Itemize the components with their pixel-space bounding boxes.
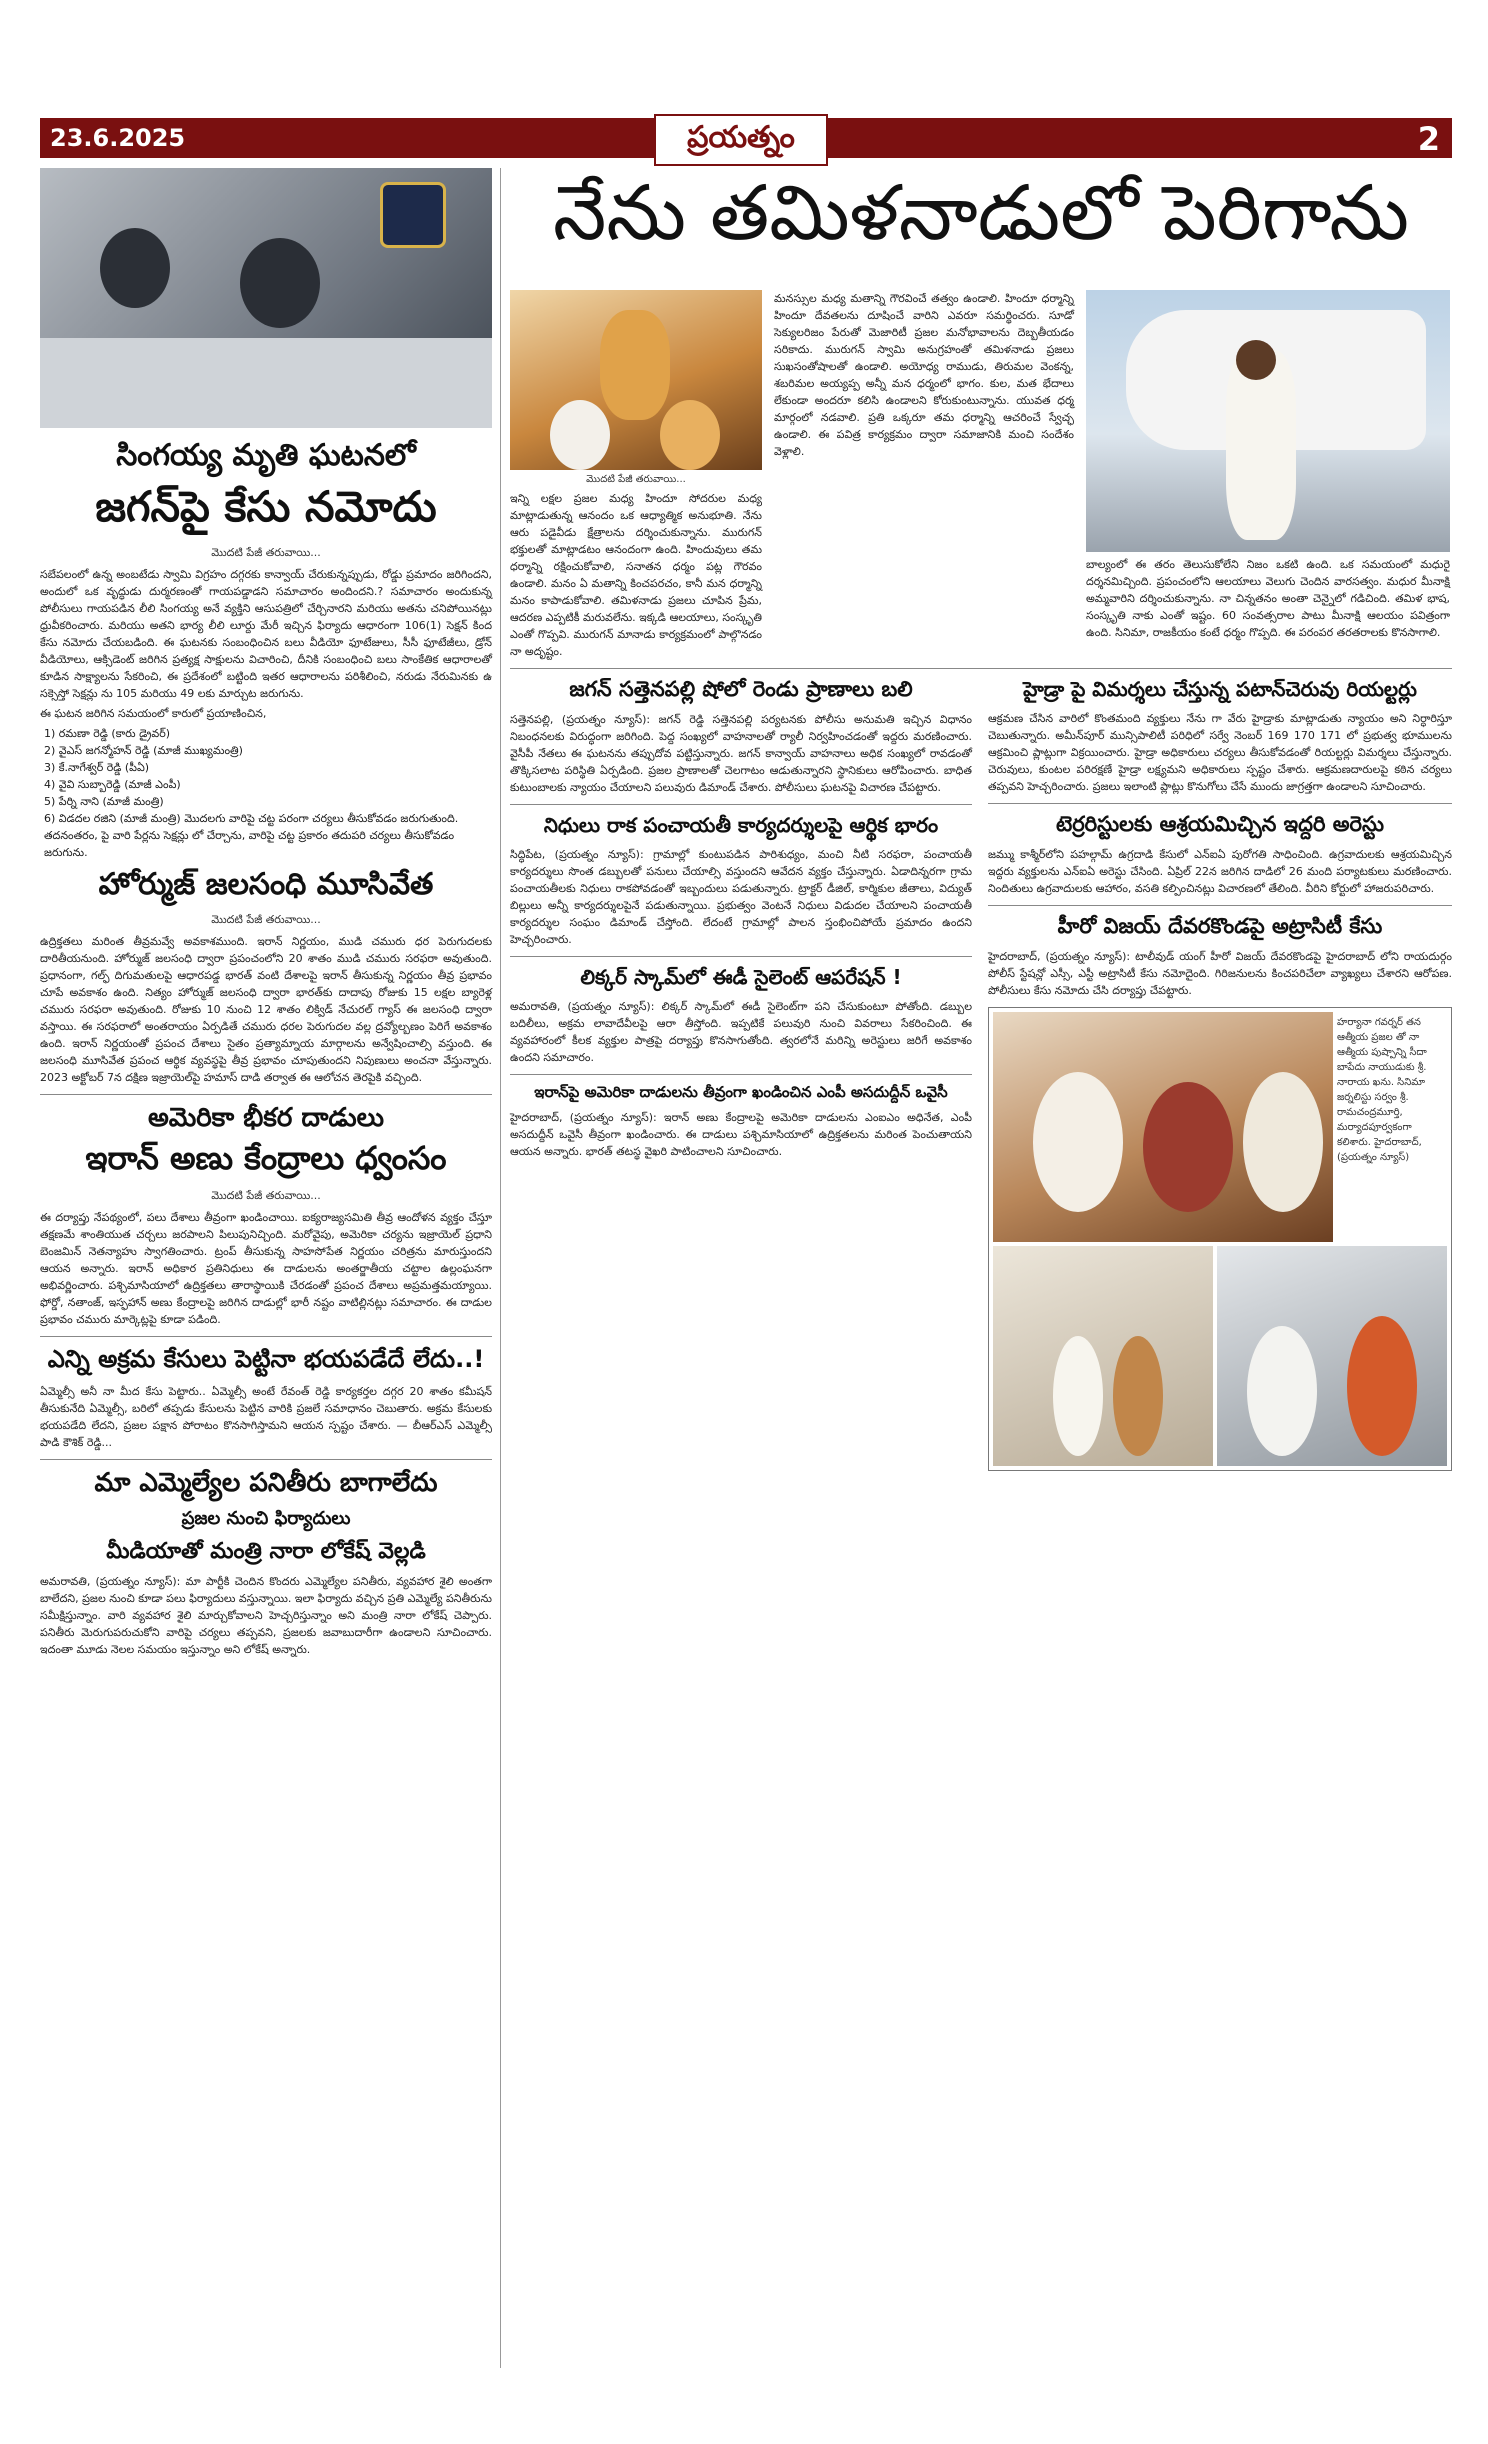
s1-body bbox=[40, 566, 492, 722]
collage-photo-2 bbox=[993, 1246, 1213, 1466]
s1-para: ఈ ఘటన జరిగిన సమయంలో కారులో ప్రయాణించిన, bbox=[40, 707, 267, 720]
issue-date: 23.6.2025 bbox=[50, 124, 186, 152]
s1-kicker: సింగయ్య మృతి ఘటనలో bbox=[116, 438, 416, 473]
a2-headline: నిధులు రాక పంచాయతీ కార్యదర్శులపై ఆర్థిక భారం bbox=[543, 813, 939, 837]
a1-body: సత్తెనపల్లి, (ప్రయత్నం న్యూస్): జగన్ రెడ్డి సత్తెనపల్లి పర్యటనకు పోలీసు అనుమతి ఇచ్చిన విధానం నిబంధనలకు విరుద్ధంగా జరిగింది. పెద్ద సంఖ్యలో వాహనాలతో ర్యాలీ నిర్వహించడంతో ఇద్దరు మరణించారు. వైసీపీ నేతలు ఈ ఘటనను తప్పుదోవ పట్టిస్తున్నారు. జగన్ కాన్వాయ్ వాహనాలు అధిక సంఖ్యలో రావడంతో తొక్కిసలాట పరిస్థితి ఏర్పడింది. ప్రజల ప్రాణాలతో చెలగాటం ఆడుతున్నారని స్థానికులు ఆరోపించారు. బాధిత కుటుంబాలకు న్యాయం చేయాలని పలువురు డిమాండ్ చేశారు. పోలీసులు ఘటనపై విచారణ చేపట్టారు. bbox=[510, 713, 972, 794]
main-col-1-text: ఇన్ని లక్షల ప్రజల మధ్య హిందూ సోదరుల మధ్య మాట్లాడుతున్న ఆనందం ఒక ఆధ్యాత్మిక అనుభూతి. నేను ఆరు పడైవీడు క్షేత్రాలను దర్శించుకున్నాను. మురుగన్ భక్తులతో మాట్లాడటం ఆనందంగా ఉంది. హిందువులు తమ ధర్మాన్ని రక్షించుకోవాలి, సనాతన ధర్మం పట్ల గౌరవం ఉండాలి. మనం ఏ మతాన్ని కించపరచం, కానీ మన ధర్మాన్ని మనం కాపాడుకోవాలి. తమిళనాడు ప్రజలు చూపిన ప్రేమ, ఆదరణ ఎప్పటికీ మరువలేను. ఇక్కడి ఆలయాలు, సంస్కృతి ఎంతో గొప్పవి. మురుగన్ మానాడు కార్యక్రమంలో పాల్గొనడం నా అదృష్టం. bbox=[510, 492, 762, 658]
lower-right-col bbox=[988, 677, 1452, 1471]
divider bbox=[510, 1074, 972, 1075]
b1-headline: హైడ్రా పై విమర్శలు చేస్తున్న పటాన్‌చెరువు రియల్టర్లు bbox=[1023, 677, 1417, 701]
collage-row-1 bbox=[993, 1012, 1447, 1242]
a3-headline: లిక్కర్ స్కామ్‌లో ఈడీ సైలెంట్ ఆపరేషన్ ! bbox=[580, 965, 902, 989]
main-col-3-text: బాల్యంలో ఈ తరం తెలుసుకోలేని నిజం ఒకటి ఉంది. ఒక సమయంలో మధురై దర్శనమిచ్చింది. ప్రపంచంలోని ఆలయాలు వెలుగు చెందిన వారసత్వం. మధుర మీనాక్షి అమ్మవారిని దర్శించుకున్నాను. నా చిన్నతనం అంతా చెన్నైలో గడిచింది. తమిళ భాష, సంస్కృతి నాకు ఎంతో ఇష్టం. 60 సంవత్సరాల పాటు మీనాక్షి ఆలయం పవిత్రంగా ఉంది. సినిమా, రాజకీయం కంటే ధర్మం గొప్పది. ఈ పరంపర తరతరాలకు కొనసాగాలి. bbox=[1086, 558, 1450, 639]
temple-photo-caption: మొదటి పేజీ తరువాయి... bbox=[586, 474, 686, 485]
s5-subhead-2: మీడియాతో మంత్రి నారా లోకేష్ వెల్లడి bbox=[106, 1539, 426, 1564]
main-story bbox=[510, 290, 1452, 660]
b1-body: ఆక్రమణ చేసిన వారిలో కొంతమంది వ్యక్తులు నేను గా వేరు హైడ్రాకు మాట్లాడుతు న్యాయం అని నిర్ధారిస్తూ చెబుతున్నారు. అమీన్‌పూర్ మున్సిపాలిటీ పరిధిలో సర్వే నెంబర్ 169 170 171 లో ప్రభుత్వ భూములను ఆక్రమించి ప్లాట్లుగా విక్రయించారు. హైడ్రా అధికారులు చర్యలు తీసుకోవడంతో రియల్టర్లు విమర్శలు చేస్తున్నారు. చెరువులు, కుంటల పరిరక్షణే హైడ్రా లక్ష్యమని అధికారులు స్పష్టం చేశారు. ఆక్రమణదారులపై కఠిన చర్యలు తప్పవని హెచ్చరించారు. ప్రజలు ఇలాంటి ప్లాట్లు కొనుగోలు చేసే ముందు జాగ్రత్తగా ఉండాలని సూచించారు. bbox=[988, 712, 1452, 793]
lower-left-col bbox=[510, 677, 972, 1471]
list-item: 1) రమణా రెడ్డి (కారు డ్రైవర్) bbox=[44, 727, 171, 740]
a3-body: అమరావతి, (ప్రయత్నం న్యూస్): లిక్కర్ స్కామ్‌లో ఈడీ సైలెంట్‌గా పని చేసుకుంటూ పోతోంది. డబ్బుల బదిలీలు, అక్రమ లావాదేవీలపై ఆరా తీస్తోంది. ఇప్పటికే పలువురి నుంచి వివరాలు సేకరించింది. ఈ వ్యవహారంలో కీలక వ్యక్తుల పాత్రపై దర్యాప్తు కొనసాగుతోంది. త్వరలోనే మరిన్ని అరెస్టులు జరిగే అవకాశం ఉందని సమాచారం. bbox=[510, 1000, 972, 1064]
main-story-col-2 bbox=[774, 290, 1074, 660]
b2-headline: టెర్రరిస్టులకు ఆశ్రయమిచ్చిన ఇద్దరి అరెస్టు bbox=[1056, 812, 1384, 836]
a2-body: సిద్ధిపేట, (ప్రయత్నం న్యూస్): గ్రామాల్లో కుంటుపడిన పారిశుధ్యం, మంచి నీటి సరఫరా, పంచాయతీ కార్యదర్శులు సొంత డబ్బులతో పనులు చేయాల్సి వస్తుందని ఆవేదన వ్యక్తం చేస్తున్నారు. ఏడాదిన్నరగా గ్రామ పంచాయతీలకు నిధులు రాకపోవడంతో ఇబ్బందులు పడుతున్నారు. ట్రాక్టర్ డీజిల్, కార్మికుల జీతాలు, విద్యుత్ బిల్లులు అన్నీ కార్యదర్శులపైనే పడుతున్నాయి. ప్రభుత్వం వెంటనే నిధులు విడుదల చేయాలని పంచాయతీ కార్యదర్శుల సంఘం డిమాండ్ చేస్తోంది. లేదంటే గ్రామాల్లో పాలన స్తంభించిపోయే ప్రమాదం ఉందని హెచ్చరించారు. bbox=[510, 848, 972, 946]
a4-headline: ఇరాన్‌పై అమెరికా దాడులను తీవ్రంగా ఖండించిన ఎంపీ అసదుద్దీన్ ఒవైసీ bbox=[534, 1083, 948, 1101]
aircraft-photo bbox=[1086, 290, 1450, 552]
divider bbox=[40, 1459, 492, 1460]
main-story-col-1 bbox=[510, 290, 762, 660]
s1-source: మొదటి పేజీ తరువాయి... bbox=[211, 546, 321, 559]
collage-row-2 bbox=[993, 1246, 1447, 1466]
collage-photo-3 bbox=[1217, 1246, 1447, 1466]
main-headline: నేను తమిళనాడులో పెరిగాను bbox=[553, 168, 1409, 257]
main-story-col-3 bbox=[1086, 290, 1450, 660]
s3-headline: ఇరాన్ అణు కేంద్రాలు ధ్వంసం bbox=[85, 1139, 447, 1177]
s3-source: మొదటి పేజీ తరువాయి... bbox=[211, 1189, 321, 1202]
b2-body: జమ్ము కాశ్మీర్‌లోని పహల్గామ్ ఉగ్రదాడి కేసులో ఎన్ఐఏ పురోగతి సాధించింది. ఉగ్రవాదులకు ఆశ్రయమిచ్చిన ఇద్దరు వ్యక్తులను ఎన్ఐఏ అరెస్టు చేసింది. ఏప్రిల్ 22న జరిగిన దాడిలో 26 మంది పర్యాటకులు మరణించారు. నిందితులు ఉగ్రవాదులకు ఆహారం, వసతి కల్పించినట్లు విచారణలో తేలింది. వీరిని కోర్టులో హాజరుపరిచారు. bbox=[988, 848, 1452, 895]
lower-articles bbox=[510, 677, 1452, 1471]
list-item: 2) వైఎస్ జగన్మోహన్ రెడ్డి (మాజీ ముఖ్యమంత్రి) bbox=[44, 744, 243, 757]
masthead-bar bbox=[40, 118, 1452, 158]
s2-source: మొదటి పేజీ తరువాయి... bbox=[211, 913, 321, 926]
left-column bbox=[40, 168, 492, 1658]
list-item: 6) విడదల రజిని (మాజీ మంత్రి) మొదలగు వారిపై చట్ట పరంగా చర్యలు తీసుకోవడం జరుగుతుంది. తదనంతరం, పై వారి పేర్లను సెక్షన్లు లో చేర్చాను, వారిపై చట్ట ప్రకారం తదుపరి చర్యలు తీసుకోవడం జరుగును. bbox=[44, 812, 459, 859]
temple-photo bbox=[510, 290, 762, 470]
s2-headline: హోర్ముజ్ జలసంధి మూసివేత bbox=[98, 867, 434, 902]
divider bbox=[510, 668, 1452, 669]
s5-headline: మా ఎమ్మెల్యేల పనితీరు బాగాలేదు bbox=[94, 1468, 438, 1498]
divider bbox=[988, 803, 1452, 804]
s3-kicker: అమెరికా భీకర దాడులు bbox=[147, 1103, 385, 1133]
divider bbox=[510, 956, 972, 957]
a1-headline: జగన్ సత్తెనపల్లి షోలో రెండు ప్రాణాలు బలి bbox=[569, 677, 913, 701]
b3-body: హైదరాబాద్, (ప్రయత్నం న్యూస్): టాలీవుడ్ యంగ్ హీరో విజయ్ దేవరకొండపై హైదరాబాద్ లోని రాయదుర్గం పోలీస్ స్టేషన్లో ఎస్సీ, ఎస్టీ అట్రాసిటీ కేసు నమోదైంది. గిరిజనులను కించపరిచేలా వ్యాఖ్యలు చేశారని ఆరోపణ. పోలీసులు కేసు నమోదు చేసి దర్యాప్తు చేపట్టారు. bbox=[988, 950, 1452, 997]
police-press-photo bbox=[40, 168, 492, 428]
right-area bbox=[510, 168, 1452, 1471]
s2-body: ఉద్రిక్తతలు మరింత తీవ్రమవ్వే అవకాశముంది. ఇరాన్ నిర్ణయం, ముడి చమురు ధర పెరుగుదలకు దారితీయనుంది. హోర్ముజ్ జలసంధి ద్వారా ప్రపంచంలోని 20 శాతం ముడి చమురు సరఫరా అవుతుంది. ప్రధానంగా, గల్ఫ్ దిగుమతులపై ఆధారపడ్డ భారత్ వంటి దేశాలపై ఇరాన్ తీసుకున్న నిర్ణయం తీవ్ర ప్రభావం చూపే అవకాశం ఉంది. నిత్యం హోర్ముజ్ జలసంధి ద్వారా భారత్‌కు దాదాపు రోజుకు 15 లక్షల బ్యారెళ్ల చమురు సరఫరా అవుతుంది. రోజుకు 10 నుంచి 12 శాతం లిక్విడ్ నేచురల్ గ్యాస్ ఈ జలసంధి ద్వారా వస్తాయి. ఈ సరఫరాలో అంతరాయం ఏర్పడితే చమురు ధరల పెరుగుదల వల్ల ద్రవ్యోల్బణం పెరిగే అవకాశం ఉంది. ఇరాన్ నిర్ణయంతో ప్రపంచ దేశాలు సైతం ప్రత్యామ్నాయ మార్గాలను అన్వేషించాల్సి వస్తుంది. ఈ జలసంధి మూసివేత ప్రపంచ ఆర్థిక వ్యవస్థపై తీవ్ర ప్రభావం చూపుతుందని నిపుణులు అంచనా వేస్తున్నారు. 2023 అక్టోబర్ 7న దక్షిణ ఇజ్రాయెల్‌పై హమాస్ దాడి తర్వాత ఈ ఆలోచన తెరపైకి వచ్చింది. bbox=[40, 935, 492, 1084]
s4-body: ఏమ్మెల్సీ అనీ నా మీద కేసు పెట్టారు.. ఏమ్మెల్సీ అంటే రేవంత్ రెడ్డి కార్యకర్తల దగ్గర 20 శాతం కమీషన్ తీసుకునేది ఏమ్మెల్సీ, బరిలో తప్పడు కేసులను పెట్టిన వారికి ప్రజలే సమాధానం చెబుతారు. అక్రమ కేసులకు భయపడేది లేదని, ప్రజల పక్షాన పోరాటం కొనసాగిస్తామని ఆయన స్పష్టం చేశారు. — బీఆర్ఎస్ ఎమ్మెల్సీ పాడి కౌశిక్ రెడ్డి... bbox=[40, 1385, 492, 1449]
photo-collage bbox=[988, 1007, 1452, 1471]
s1-para: సబేపలంలో ఉన్న అంబటేడు స్వామి విగ్రహం దగ్గరకు కాన్వాయ్ చేరుకున్నప్పుడు, రోడ్డు ప్రమాదం జరిగిందని, అందులో ఒక వృద్ధుడు దుర్మరణంతో గాయపడ్డాడని సమాచారం అందిందని.? సమాచారం అందుకున్న పోలీసులు గాయపడిన లీలి సింగయ్య అనే వ్యక్తిని ఆసుపత్రిలో చేర్చినారని మరియు అతను చనిపోయినట్లు ధ్రువీకరించారు. మరియు అతని భార్య లీలి లూర్దు మేరీ ఇచ్చిన ఫిర్యాదు ఆధారంగా 106(1) సెక్షన్ కింద కేసు నమోదు చేయబడింది. ఈ ఘటనకు సంబంధించిన బలు వీడియో ఫూటేజులు, సీసీ ఫూటేజీలు, డ్రోన్ వీడియోలు, ఆక్సిడెంట్ జరిగిన ప్రత్యక్ష సాక్షులను విచారించి, దీనికి సంబంధించి బలు సాంకేతిక ఆధారాలతో కూడిన సాక్ష్యాలను సేకరించి, ఈ ప్రదేశంలో బట్టింది ఇతర ఆధారాలను పరిశీలించి, నరుడు నేరుమినకు ఉ సక్సెస్తో సెక్షన్లు ను 105 మరియు 49 లకు మార్చుట జరుగును. bbox=[40, 568, 492, 700]
s4-headline: ఎన్ని అక్రమ కేసులు పెట్టినా భయపడేదే లేదు..! bbox=[47, 1345, 485, 1373]
page-number: 2 bbox=[1417, 120, 1440, 158]
list-item: 4) వైవి సుబ్బారెడ్డి (మాజీ ఎంపీ) bbox=[44, 778, 181, 791]
main-col-2-text: మనస్సుల మధ్య మతాన్ని గౌరవించే తత్వం ఉండాలి. హిందూ ధర్మాన్ని హిందూ దేవతలను దూషించే వారిని ఎవరూ సమర్థించరు. సూడో సెక్యులరిజం పేరుతో మెజారిటీ ప్రజల మనోభావాలను దెబ్బతీయడం సరికాదు. మురుగన్ స్వామి అనుగ్రహంతో తమిళనాడు ప్రజలు సుఖసంతోషాలతో ఉండాలి. అయోధ్య రాముడు, తిరుమల వెంకన్న, శబరిమల అయ్యప్ప అన్నీ మన ధర్మంలో భాగం. కుల, మత భేదాలు లేకుండా అందరూ కలిసి ఉండాలని కోరుకుంటున్నాను. యువత ధర్మ మార్గంలో నడవాలి. ప్రతి ఒక్కరూ తమ ధర్మాన్ని ఆచరించే స్వేచ్ఛ ఉండాలి. ఈ పవిత్ర కార్యక్రమం ద్వారా సమాజానికి మంచి సందేశం వెళ్లాలి. bbox=[774, 292, 1074, 458]
list-item: 3) కే.నాగేశ్వర్ రెడ్డి (పీఏ) bbox=[44, 761, 150, 774]
a4-body: హైదరాబాద్, (ప్రయత్నం న్యూస్): ఇరాన్ అణు కేంద్రాలపై అమెరికా దాడులను ఎంఐఎం అధినేత, ఎంపీ అసదుద్దీన్ ఒవైసీ తీవ్రంగా ఖండించారు. ఈ దాడులు పశ్చిమాసియాలో ఉద్రిక్తతలను మరింత పెంచుతాయని ఆయన అన్నారు. భారత్ తటస్థ వైఖరి పాటించాలని సూచించారు. bbox=[510, 1111, 972, 1158]
divider bbox=[40, 1094, 492, 1095]
collage-photo-1 bbox=[993, 1012, 1333, 1242]
list-item: 5) పేర్ని నాని (మాజీ మంత్రి) bbox=[44, 795, 164, 808]
collage-caption: హర్యానా గవర్నర్ తన ఆత్మీయ ప్రజల తో నా ఆత్మీయ పుష్పాన్ని సీదా బాపేదు నాయుడుకు శ్రీ. నారాయ ఖను. సినిమా జర్నలిస్టు సర్వం శ్రీ. రామచంద్రమూర్తి, మర్యాదపూర్వకంగా కలిశారు. హైదరాబాద్, (ప్రయత్నం న్యూస్) bbox=[1337, 1017, 1427, 1163]
s5-body: అమరావతి, (ప్రయత్నం న్యూస్): మా పార్టీకి చెందిన కొందరు ఎమ్మెల్యేల పనితీరు, వ్యవహార శైలి అంతగా బాలేదని, ప్రజల నుంచి కూడా పలు ఫిర్యాదులు వస్తున్నాయి. ఇలా ఫిర్యాదు వచ్చిన ప్రతి ఎమ్మెల్యే పనితీరును సమీక్షిస్తున్నాం. వారి వ్యవహార శైలి మార్చుకోవాలని హెచ్చరిస్తున్నాం అని మంత్రి నారా లోకేష్ చెప్పారు. పనితీరు మెరుగుపరుచుకోని వారిపై చర్యలు తప్పవని, ప్రజలకు జవాబుదారీగా ఉండాలని సూచించారు. ఇదంతా మూడు నెలల సమయం ఇస్తున్నాం అని లోకేష్ అన్నారు. bbox=[40, 1575, 492, 1656]
s5-subhead: ప్రజల నుంచి ఫిర్యాదులు bbox=[181, 1508, 351, 1529]
s1-list bbox=[40, 725, 492, 861]
column-divider bbox=[500, 168, 501, 2368]
s1-headline: జగన్‌పై కేసు నమోదు bbox=[95, 482, 437, 531]
divider bbox=[40, 1336, 492, 1337]
b3-headline: హీరో విజయ్ దేవరకొండపై అట్రాసిటీ కేసు bbox=[1057, 914, 1383, 938]
divider bbox=[510, 804, 972, 805]
newspaper-logo: ప్రయత్నం bbox=[654, 114, 828, 166]
s3-body: ఈ దర్యాప్తు నేపథ్యంలో, పలు దేశాలు తీవ్రంగా ఖండించాయి. ఐక్యరాజ్యసమితి తీవ్ర ఆందోళన వ్యక్తం చేస్తూ తక్షణమే శాంతియుత చర్చలు జరపాలని పిలుపునిచ్చింది. మరోవైపు, అమెరికా చర్యను ఇజ్రాయెల్ ప్రధాని బెంజమిన్ నెతన్యాహు స్వాగతించారు. ట్రంప్ తీసుకున్న సాహసోపేత నిర్ణయం చరిత్రను మారుస్తుందని ఆయన అన్నారు. ఇరాన్ అధికార ప్రతినిధులు ఈ దాడులను అంతర్జాతీయ చట్టాల ఉల్లంఘనగా అభివర్ణించారు. పశ్చిమాసియాలో ఉద్రిక్తతలు తారాస్థాయికి చేరడంతో ప్రపంచ దేశాలు అప్రమత్తమయ్యాయి. ఫోర్డో, నతాంజ్, ఇస్ఫహాన్ అణు కేంద్రాలపై జరిగిన దాడుల్లో భారీ నష్టం వాటిల్లినట్లు సమాచారం. ఈ దాడుల ప్రభావం చమురు మార్కెట్లపై కూడా పడింది. bbox=[40, 1211, 492, 1326]
divider bbox=[988, 905, 1452, 906]
